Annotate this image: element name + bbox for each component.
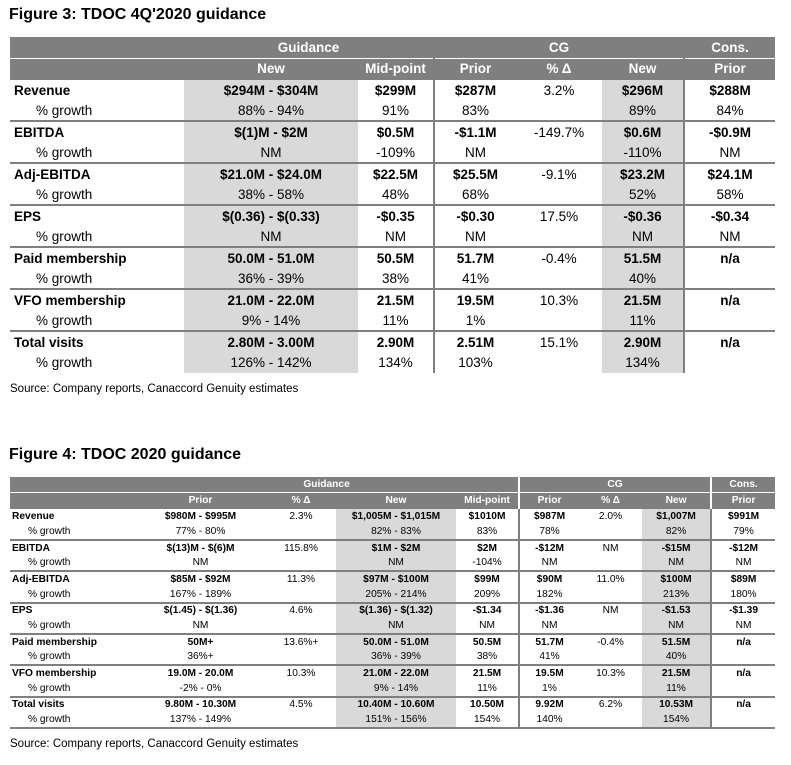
- guidance-new-growth: NM: [184, 142, 358, 163]
- header-pct-delta: % Δ: [516, 58, 602, 79]
- cg-new-growth: -110%: [602, 142, 684, 163]
- midpoint: -$1.34: [456, 603, 519, 619]
- row-label: EBITDA: [10, 540, 135, 556]
- row-sublabel: % growth: [36, 144, 93, 160]
- cons-prior: n/a: [684, 289, 775, 310]
- midpoint: $0.5M: [358, 121, 434, 142]
- guidance-new: 2.80M - 3.00M: [184, 331, 358, 352]
- row-sublabel: % growth: [28, 588, 71, 600]
- cg-prior: -$0.30: [434, 205, 516, 226]
- table-row-growth: [10, 618, 775, 634]
- header-cons: Cons.: [711, 477, 775, 493]
- cg-new: $23.2M: [602, 163, 684, 184]
- table-row: [10, 697, 775, 713]
- row-sublabel: % growth: [28, 651, 71, 663]
- cg-new: 21.5M: [602, 289, 684, 310]
- header-blank: [10, 37, 184, 58]
- cg-new-growth: 82%: [642, 524, 711, 540]
- figure-3-source: Source: Company reports, Canaccord Genuity estimates: [10, 383, 299, 395]
- header-row-columns: [10, 493, 775, 509]
- cg-pct-delta: 2.0%: [579, 508, 642, 524]
- row-sublabel: % growth: [28, 682, 71, 694]
- header-cg-pct-delta: % Δ: [579, 493, 642, 509]
- row-sublabel: % growth: [28, 620, 71, 632]
- cg-new-growth: 213%: [642, 587, 711, 603]
- table-row: [10, 79, 775, 100]
- cg-new: 2.90M: [602, 331, 684, 352]
- cg-prior-growth: NM: [434, 226, 516, 247]
- row-label: EPS: [10, 603, 135, 619]
- midpoint: $99M: [456, 571, 519, 587]
- row-label: Revenue: [10, 508, 135, 524]
- cg-prior-growth: 140%: [519, 712, 579, 728]
- cons-prior: n/a: [711, 634, 775, 650]
- cg-pct-delta-growth: [579, 650, 642, 666]
- guidance-new-growth: 36% - 39%: [336, 650, 456, 666]
- cons-prior: n/a: [711, 665, 775, 681]
- cg-pct-delta-growth: [516, 100, 602, 121]
- guidance-pct-delta: 4.6%: [266, 603, 336, 619]
- cg-prior: 19.5M: [519, 665, 579, 681]
- cg-prior-growth: NM: [434, 142, 516, 163]
- cons-prior-growth: NM: [684, 142, 775, 163]
- cg-prior: 2.51M: [434, 331, 516, 352]
- guidance-new: 50.0M - 51.0M: [184, 247, 358, 268]
- guidance-new: 21.0M - 22.0M: [184, 289, 358, 310]
- cons-prior: $24.1M: [684, 163, 775, 184]
- guidance-prior: $(13)M - $(6)M: [135, 540, 266, 556]
- header-new: New: [336, 493, 456, 509]
- table-row-growth: [10, 268, 775, 289]
- cg-prior: $287M: [434, 79, 516, 100]
- guidance-pct-delta-growth: [266, 712, 336, 728]
- cg-pct-delta: 11.0%: [579, 571, 642, 587]
- cg-new: 21.5M: [642, 665, 711, 681]
- header-midpoint: Mid-point: [456, 493, 519, 509]
- cg-prior: 51.7M: [519, 634, 579, 650]
- cg-new-growth: NM: [642, 618, 711, 634]
- cg-prior-growth: 1%: [519, 681, 579, 697]
- midpoint-growth: NM: [479, 620, 495, 632]
- cons-prior-growth: NM: [711, 555, 775, 571]
- cg-pct-delta: 10.3%: [579, 665, 642, 681]
- figure-3-table: [10, 37, 775, 373]
- header-blank: [10, 477, 135, 493]
- guidance-new: $294M - $304M: [184, 79, 358, 100]
- header-blank: [10, 58, 184, 79]
- cg-new: 51.5M: [602, 247, 684, 268]
- cg-new-growth: 154%: [642, 712, 711, 728]
- row-label: Paid membership: [10, 634, 135, 650]
- table-row-growth: [10, 587, 775, 603]
- cg-prior: $25.5M: [434, 163, 516, 184]
- row-sublabel: % growth: [36, 270, 93, 286]
- guidance-new-growth: 88% - 94%: [184, 100, 358, 121]
- cg-pct-delta-growth: [516, 310, 602, 331]
- table-row: [10, 331, 775, 352]
- cons-prior-growth: [711, 681, 775, 697]
- header-cg-prior: Prior: [519, 493, 579, 509]
- midpoint: $1010M: [456, 508, 519, 524]
- cons-prior-growth: NM: [684, 226, 775, 247]
- row-sublabel: % growth: [28, 525, 71, 537]
- cg-pct-delta-growth: [516, 268, 602, 289]
- cons-prior: $288M: [684, 79, 775, 100]
- table-row-growth: [10, 310, 775, 331]
- cg-prior-growth: 83%: [434, 100, 516, 121]
- cg-pct-delta: -0.4%: [516, 247, 602, 268]
- guidance-pct-delta-growth: [266, 555, 336, 571]
- cons-prior-growth: [684, 268, 775, 289]
- cg-pct-delta: -149.7%: [516, 121, 602, 142]
- guidance-prior-growth: 167% - 189%: [169, 588, 232, 600]
- cg-pct-delta-growth: [579, 618, 642, 634]
- cg-pct-delta-growth: [516, 184, 602, 205]
- cg-prior: $987M: [519, 508, 579, 524]
- guidance-prior-growth: 36%+: [187, 651, 214, 663]
- guidance-pct-delta: 4.5%: [266, 697, 336, 713]
- guidance-prior-growth: NM: [192, 557, 209, 569]
- cg-new-growth: 40%: [602, 268, 684, 289]
- guidance-new-growth: 151% - 156%: [336, 712, 456, 728]
- midpoint: 10.50M: [456, 697, 519, 713]
- midpoint: $299M: [358, 79, 434, 100]
- table-row: [10, 634, 775, 650]
- guidance-new-growth: 82% - 83%: [336, 524, 456, 540]
- midpoint: $2M: [456, 540, 519, 556]
- header-cg-new: New: [602, 58, 684, 79]
- guidance-pct-delta: 13.6%+: [266, 634, 336, 650]
- cons-prior: -$12M: [711, 540, 775, 556]
- guidance-new: $1,005M - $1,015M: [336, 508, 456, 524]
- cons-prior: $89M: [711, 571, 775, 587]
- guidance-prior-growth: 77% - 80%: [175, 525, 226, 537]
- midpoint-growth: 48%: [381, 186, 410, 202]
- header-row-groups: [10, 37, 775, 58]
- header-cg-new: New: [642, 493, 711, 509]
- row-sublabel: % growth: [36, 355, 93, 370]
- guidance-new: $97M - $100M: [336, 571, 456, 587]
- midpoint-growth: 91%: [381, 102, 410, 118]
- midpoint-growth: 38%: [476, 651, 498, 663]
- guidance-pct-delta-growth: [266, 587, 336, 603]
- figure-3-title: Figure 3: TDOC 4Q'2020 guidance: [9, 6, 267, 23]
- row-label: VFO membership: [10, 289, 184, 310]
- table-row: [10, 540, 775, 556]
- guidance-new-growth: 38% - 58%: [184, 184, 358, 205]
- figure-4-title: Figure 4: TDOC 2020 guidance: [9, 446, 242, 463]
- row-sublabel: % growth: [10, 712, 135, 728]
- figure-4-table: [10, 477, 775, 729]
- guidance-pct-delta: 115.8%: [266, 540, 336, 556]
- cg-pct-delta-growth: [579, 681, 642, 697]
- header-new: New: [184, 58, 358, 79]
- guidance-pct-delta-growth: [266, 618, 336, 634]
- midpoint-growth: NM: [385, 228, 406, 244]
- cg-new: $0.6M: [602, 121, 684, 142]
- cg-pct-delta: 6.2%: [579, 697, 642, 713]
- guidance-prior-growth: NM: [192, 620, 209, 632]
- row-label: Total visits: [10, 697, 135, 713]
- cg-prior: -$1.36: [519, 603, 579, 619]
- cg-pct-delta-growth: [579, 524, 642, 540]
- guidance-prior: 19.0M - 20.0M: [135, 665, 266, 681]
- guidance-pct-delta: 10.3%: [266, 665, 336, 681]
- cg-pct-delta: 15.1%: [516, 331, 602, 352]
- row-label: Total visits: [10, 331, 184, 352]
- midpoint: 21.5M: [358, 289, 434, 310]
- cg-pct-delta: -9.1%: [516, 163, 602, 184]
- cg-prior-growth: 1%: [434, 310, 516, 331]
- midpoint-growth: 11%: [477, 682, 497, 694]
- cg-prior-growth: NM: [519, 618, 579, 634]
- cons-prior-growth: [684, 310, 775, 331]
- cg-new-growth: 52%: [602, 184, 684, 205]
- cons-prior-growth: [711, 650, 775, 666]
- header-midpoint: Mid-point: [358, 58, 434, 79]
- header-guidance: Guidance: [277, 39, 340, 55]
- guidance-new: 21.0M - 22.0M: [336, 665, 456, 681]
- cg-new-growth: NM: [602, 226, 684, 247]
- cg-prior: 9.92M: [519, 697, 579, 713]
- row-label: Revenue: [10, 79, 184, 100]
- cg-prior: 19.5M: [434, 289, 516, 310]
- table-row: [10, 247, 775, 268]
- midpoint: $22.5M: [358, 163, 434, 184]
- cg-prior-growth: 68%: [434, 184, 516, 205]
- cg-prior-growth: 41%: [434, 268, 516, 289]
- row-label: Adj-EBITDA: [10, 571, 135, 587]
- cg-new: 51.5M: [642, 634, 711, 650]
- guidance-new-growth: NM: [184, 226, 358, 247]
- guidance-prior: $(1.45) - $(1.36): [135, 603, 266, 619]
- guidance-prior-growth: 137% - 149%: [135, 712, 266, 728]
- guidance-new: $1M - $2M: [336, 540, 456, 556]
- guidance-new: $21.0M - $24.0M: [184, 163, 358, 184]
- midpoint: 50.5M: [358, 247, 434, 268]
- cg-prior-growth: 78%: [519, 524, 579, 540]
- guidance-new-growth: 9% - 14%: [336, 681, 456, 697]
- header-pct-delta: % Δ: [266, 493, 336, 509]
- midpoint: 21.5M: [456, 665, 519, 681]
- midpoint-growth: 83%: [476, 525, 498, 537]
- guidance-new-growth: 205% - 214%: [336, 587, 456, 603]
- cons-prior-growth: [684, 352, 775, 373]
- table-row: [10, 205, 775, 226]
- cg-prior: -$12M: [519, 540, 579, 556]
- guidance-prior: 50M+: [135, 634, 266, 650]
- midpoint-growth: 154%: [456, 712, 519, 728]
- table-row-growth: [10, 712, 775, 728]
- cg-new: -$1.53: [642, 603, 711, 619]
- cg-pct-delta-growth: [579, 587, 642, 603]
- table-row-growth: [10, 100, 775, 121]
- cons-prior-growth: 79%: [711, 524, 775, 540]
- row-label: EBITDA: [10, 121, 184, 142]
- header-cons: Cons.: [684, 37, 775, 58]
- cg-prior-growth: 103%: [434, 352, 516, 373]
- guidance-new: 10.40M - 10.60M: [336, 697, 456, 713]
- guidance-pct-delta-growth: [266, 524, 336, 540]
- cg-pct-delta: 3.2%: [516, 79, 602, 100]
- cons-prior: n/a: [711, 697, 775, 713]
- cg-prior-growth: NM: [519, 555, 579, 571]
- cg-pct-delta-growth: [516, 352, 602, 373]
- table-row-growth: [10, 524, 775, 540]
- cg-prior-growth: 41%: [519, 650, 579, 666]
- guidance-prior: $85M - $92M: [135, 571, 266, 587]
- cg-new: -$0.36: [602, 205, 684, 226]
- guidance-new: $(0.36) - $(0.33): [184, 205, 358, 226]
- row-sublabel: % growth: [36, 228, 93, 244]
- cg-new-growth: 11%: [602, 310, 684, 331]
- header-row-columns: [10, 58, 775, 79]
- table-row-growth: [10, 681, 775, 697]
- row-label: EPS: [10, 205, 184, 226]
- cg-prior: 51.7M: [434, 247, 516, 268]
- table-row: [10, 603, 775, 619]
- table-row-growth: [10, 555, 775, 571]
- row-sublabel: % growth: [36, 312, 93, 328]
- cons-prior-growth: 180%: [711, 587, 775, 603]
- cg-new-growth: NM: [642, 555, 711, 571]
- cg-pct-delta-growth: [516, 142, 602, 163]
- cons-prior-growth: 58%: [684, 184, 775, 205]
- guidance-prior-growth: -2% - 0%: [179, 682, 222, 694]
- guidance-prior: $980M - $995M: [135, 508, 266, 524]
- cons-prior: -$0.34: [684, 205, 775, 226]
- header-cg: CG: [434, 37, 684, 58]
- cg-prior: $90M: [519, 571, 579, 587]
- cg-pct-delta-growth: [579, 712, 642, 728]
- cg-pct-delta-growth: [579, 555, 642, 571]
- guidance-new-growth: 9% - 14%: [184, 310, 358, 331]
- row-label: VFO membership: [10, 665, 135, 681]
- guidance-pct-delta-growth: [266, 650, 336, 666]
- table-row-growth: [10, 650, 775, 666]
- cons-prior: -$0.9M: [684, 121, 775, 142]
- figure-4-source: Source: Company reports, Canaccord Genuity estimates: [10, 738, 299, 750]
- cons-prior: -$1.39: [711, 603, 775, 619]
- row-label: Paid membership: [10, 247, 184, 268]
- midpoint-growth: 209%: [473, 588, 501, 600]
- midpoint-growth: 134%: [378, 355, 413, 370]
- cg-prior-growth: 182%: [519, 587, 579, 603]
- header-cons-prior: Prior: [684, 58, 775, 79]
- midpoint-growth: -104%: [472, 557, 502, 569]
- guidance-pct-delta: 2.3%: [266, 508, 336, 524]
- guidance-new: $(1)M - $2M: [184, 121, 358, 142]
- midpoint: 2.90M: [358, 331, 434, 352]
- table-row: [10, 121, 775, 142]
- header-guidance: Guidance: [303, 479, 350, 491]
- midpoint-growth: 11%: [382, 312, 409, 328]
- header-row-groups: [10, 477, 775, 493]
- header-cg: CG: [519, 477, 711, 493]
- header-cons-prior: Prior: [711, 493, 775, 509]
- cons-prior-growth: NM: [711, 618, 775, 634]
- cg-pct-delta: NM: [579, 603, 642, 619]
- cons-prior: n/a: [684, 247, 775, 268]
- cg-pct-delta: NM: [579, 540, 642, 556]
- header-blank: [10, 493, 135, 509]
- cg-new: $100M: [642, 571, 711, 587]
- guidance-prior: 9.80M - 10.30M: [135, 697, 266, 713]
- midpoint-growth: 38%: [381, 270, 410, 286]
- guidance-new: $(1.36) - $(1.32): [336, 603, 456, 619]
- cg-new: 10.53M: [642, 697, 711, 713]
- cons-prior: n/a: [684, 331, 775, 352]
- header-prior: Prior: [434, 58, 516, 79]
- cg-new: -$15M: [642, 540, 711, 556]
- cg-new-growth: 89%: [602, 100, 684, 121]
- guidance-new: 50.0M - 51.0M: [336, 634, 456, 650]
- cons-prior: $991M: [711, 508, 775, 524]
- table-row: [10, 571, 775, 587]
- guidance-pct-delta: 11.3%: [266, 571, 336, 587]
- cg-new-growth: 134%: [602, 352, 684, 373]
- row-label: Adj-EBITDA: [10, 163, 184, 184]
- table-row: [10, 163, 775, 184]
- cg-pct-delta-growth: [516, 226, 602, 247]
- cons-prior-growth: 84%: [684, 100, 775, 121]
- table-row-growth: [10, 352, 775, 373]
- header-prior: Prior: [135, 493, 266, 509]
- row-sublabel: % growth: [28, 557, 71, 569]
- table-row-growth: [10, 184, 775, 205]
- table-row: [10, 508, 775, 524]
- cg-new-growth: 40%: [642, 650, 711, 666]
- midpoint: 50.5M: [456, 634, 519, 650]
- cg-pct-delta: 10.3%: [516, 289, 602, 310]
- midpoint: -$0.35: [358, 205, 434, 226]
- guidance-new-growth: NM: [336, 555, 456, 571]
- guidance-new-growth: NM: [336, 618, 456, 634]
- table-row-growth: [10, 226, 775, 247]
- cg-pct-delta: 17.5%: [516, 205, 602, 226]
- table-row: [10, 289, 775, 310]
- guidance-pct-delta-growth: [266, 681, 336, 697]
- table-row-growth: [10, 142, 775, 163]
- cg-pct-delta: -0.4%: [579, 634, 642, 650]
- cg-prior: -$1.1M: [434, 121, 516, 142]
- guidance-new-growth: 36% - 39%: [184, 268, 358, 289]
- cg-new-growth: 11%: [642, 681, 711, 697]
- row-sublabel: % growth: [36, 186, 93, 202]
- guidance-new-growth: 126% - 142%: [184, 352, 358, 373]
- cg-new: $1,007M: [642, 508, 711, 524]
- midpoint-growth: -109%: [375, 144, 416, 160]
- table-row: [10, 665, 775, 681]
- row-sublabel: % growth: [36, 102, 93, 118]
- cg-new: $296M: [602, 79, 684, 100]
- cons-prior-growth: [711, 712, 775, 728]
